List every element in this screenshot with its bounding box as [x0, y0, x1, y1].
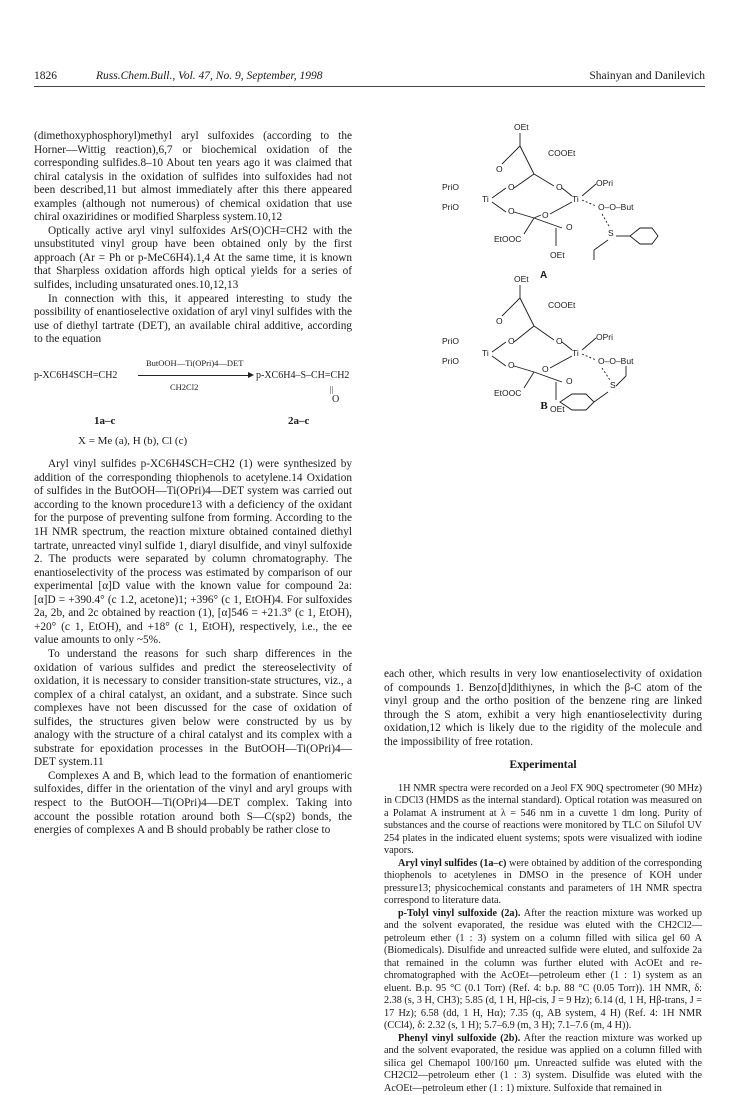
paragraph: Complexes A and B, which lead to the formation of enantiomeric sulfoxides, differ in the orientation of the vinyl and aryl groups with respect to the ButOOH—Ti(OPri)4—DET complex. Taking into account the possible rotation around both S—C(sp2) bonds, the energies of complexes A and B should probably be rather close to — [34, 769, 352, 837]
o-ring-a1: O — [508, 182, 515, 192]
paragraph — [384, 858, 702, 908]
carbonyl-o-a: O — [496, 164, 503, 174]
etooc-b: EtOOC — [494, 388, 522, 398]
paragraph: each other, which results in very low enantioselectivity of oxidation of compounds 1. Benzo[d]dithiynes, in which the β-C atom of the vinyl group and the ortho position of the benzene ring are linked through the S atom, exhibit a very high enantioselectivity during oxidation,12 which is likely due to the rigidity of the molecule and the impossibility of free rotation. — [384, 668, 702, 748]
paragraph-text: were obtained by addition of the corresponding thiophenols to acetylenes in DMSO in the presence of KOH under pressure13; physicochemical constants and parameters of 1H NMR spectra correspond to literature data. — [384, 857, 702, 907]
opri-b: OPri — [596, 332, 613, 342]
double-bond-mark: || — [330, 384, 334, 394]
page-number: 1826 — [34, 70, 57, 82]
o-ring-a3: O — [556, 182, 563, 192]
pri-o-dots-b: PriO — [442, 336, 459, 346]
substituent-legend: X = Me (a), H (b), Cl (c) — [78, 434, 188, 447]
complex-b — [442, 274, 634, 414]
paragraph-text: After the reaction mixture was worked up and the solvent evaporated, the residue was applied on a column filled with silica gel Chemapol 100/160 μm. Unreacted sulfide was eluted with the CH2Cl2—petroleum ether (1 : 3) system. Disulfide was eluted with the AcOEt—petroleum ether (1 : 1) mixture. Sulfoxide that remained in — [384, 1032, 702, 1094]
cooet-a: COOEt — [548, 148, 576, 158]
run-in-heading: Aryl vinyl sulfides (1a–c) — [398, 857, 507, 869]
complex-a — [442, 122, 658, 281]
o-ring-b1: O — [508, 336, 515, 346]
right-column — [384, 668, 702, 1095]
carbonyl-o-b2: O — [566, 376, 573, 386]
reagent-label: ButOOH—Ti(OPri)4—DET — [146, 357, 244, 368]
paragraph: Aryl vinyl sulfides p-XC6H4SCH=CH2 (1) were synthesized by addition of the corresponding thiophenols to acetylene.14 Oxidation of sulfides in the ButOOH—Ti(OPri)4—DET system was carried out according to the known procedure13 with a deficiency of the oxidant for the purpose of preventing sulfone from forming. According to the 1H NMR spectrum, the reaction mixture obtained contained diethyl tartrate, unreacted vinyl sulfide 1, diaryl disulfide, and vinyl sulfoxide 2. The products were separated by column chromatography. The enantioselectivity of the process was estimated by comparison of our experimental [α]D value with the known value for compound 2a: [α]D = +390.4° (c 1.2, acetone)1; +396° (c 1, EtOH)4. For sulfoxides 2a, 2b, and 2c obtained by reaction (1), [α]546 = +21.3° (c 1, EtOH), +20° (c 1, EtOH), and +18° (c 1, EtOH), respectively, i.e., the ee value amounts to only ~5%. — [34, 458, 352, 647]
solvent-label: CH2Cl2 — [170, 381, 199, 392]
experimental-section — [384, 783, 702, 1095]
ti-left-b: Ti — [482, 348, 489, 358]
pri-o-b: PriO — [442, 356, 459, 366]
cooet-b: COOEt — [548, 300, 576, 310]
pri-o-a: PriO — [442, 202, 459, 212]
product-label: 2a–c — [288, 414, 310, 427]
sulfoxide-oxygen: O — [332, 393, 340, 405]
reactant-label: 1a–c — [94, 414, 116, 427]
complex-a-diagram — [384, 118, 704, 414]
oet-bottom-b: OEt — [550, 404, 565, 414]
oet-bottom-a: OEt — [550, 250, 565, 260]
paragraph-text: After the reaction mixture was worked up and the solvent evaporated, the residue was eluted with the CH2Cl2—petroleum ether (1 : 3) system on a column filled with silica gel 60 A (Biomedicals). Disulfide and unreacted sulfide were eluted, and sulfoxide 2a that remained in the column was further eluted with AcOEt and re-chromatographed with the AcOEt—petroleum ether (1 : 1) system as an eluent. B.p. 95 °C (0.1 Torr) (Ref. 4: b.p. 88 °C (0.05 Torr)). 1H NMR, δ: 2.38 (s, 3 H, CH3); 5.85 (d, 1 H, Hβ-cis, J = 9 Hz); 6.14 (d, 1 H, Hβ-trans, J = 17 Hz); 6.58 (dd, 1 H, Hα); 7.35 (q, AB system, 4 H) (Ref. 4: 1H NMR (CCl4), δ: 2.32 (s, 1 H); 5.7–6.9 (m, 3 H); 7.1–7.6 (m, 4 H)). — [384, 907, 702, 1032]
carbonyl-o-b: O — [496, 316, 503, 326]
etooc-a: EtOOC — [494, 234, 522, 244]
run-in-heading: p-Tolyl vinyl sulfoxide (2a). — [398, 907, 521, 919]
ti-right-a: Ti — [572, 194, 579, 204]
s-atom-a: S — [608, 228, 614, 238]
o-ring-a4: O — [542, 210, 549, 220]
complex-b-caption: B — [540, 400, 548, 412]
complex-structures — [384, 118, 704, 412]
run-in-heading: Phenyl vinyl sulfoxide (2b). — [398, 1032, 521, 1044]
oet-top-a: OEt — [514, 122, 529, 132]
pri-o-dots-a: PriO — [442, 182, 459, 192]
paragraph: Optically active aryl vinyl sulfoxides ArS(O)CH=CH2 with the unsubstituted vinyl group have been obtained only by the first approach (Ar = Ph or p-MeC6H4).1,4 At the same time, it is known that Sharpless oxidation affords high optical yields for a series of sulfides, including unsaturated ones.10,12,13 — [34, 224, 352, 292]
running-authors: Shainyan and Danilevich — [589, 70, 705, 82]
compound-labels — [34, 415, 352, 433]
section-title: Experimental — [509, 759, 577, 772]
oob-a: O–O–But — [598, 202, 634, 212]
paragraph — [384, 908, 702, 1033]
product-formula: p-XC6H4–S–CH=CH2 — [256, 369, 350, 381]
s-atom-b: S — [610, 380, 616, 390]
paragraph: In connection with this, it appeared interesting to study the possibility of enantioselective oxidation of aryl vinyl sulfides with the use of diethyl tartrate (DET), an available chiral additive, according to the equation — [34, 292, 352, 346]
paragraph: (dimethoxyphosphoryl)methyl aryl sulfoxides (according to the Horner—Wittig reaction),6,7 or biochemical oxidation of the corresponding sulfides.8–10 About ten years ago it was claimed that chiral catalysis in the oxidation of sulfides into sulfoxides had not been described,11 but almost immediately after this there appeared examples (although not numerous) of chemical oxidation that use chiral oxaziridines or modified Sharpless system.10,12 — [34, 130, 352, 224]
arrowhead-icon — [248, 372, 254, 378]
o-ring-b2: O — [508, 360, 515, 370]
o-ring-a2: O — [508, 206, 515, 216]
opri-a: OPri — [596, 178, 613, 188]
paragraph: To understand the reasons for such sharp differences in the oxidation of various sulfides and predict the stereoselectivity of oxidation, it is necessary to consider transition-state structures, viz., a complex of a chiral catalyst, an oxidant, and a substrate. Since such complexes have not been discussed for the case of oxidation of sulfides, the structures given below were constructed by us by analogy with the structure of a chiral catalyst and its complex with a substrate for epoxidation processes in the ButOOH—Ti(OPri)4—DET system.11 — [34, 647, 352, 769]
reactant-formula: p-XC6H4SCH=CH2 — [34, 369, 118, 381]
oob-b: O–O–But — [598, 356, 634, 366]
paragraph: 1H NMR spectra were recorded on a Jeol FX 90Q spectrometer (90 MHz) in CDCl3 (HMDS as the internal standard). Optical rotation was measured on a Polamat A instrument at λ = 546 nm in a cuvette 1 dm long. Purity of substances and the course of reactions were monitored by TLC on Silufol UV 254 plates in the indicated eluent systems; spots were visualized with iodine vapors. — [384, 782, 702, 857]
ti-left-a: Ti — [482, 194, 489, 204]
running-header — [34, 70, 705, 87]
oet-top-b: OEt — [514, 274, 529, 284]
left-column — [34, 130, 352, 838]
reaction-equation — [34, 357, 352, 409]
complex-a-label: A — [540, 270, 548, 281]
o-ring-b3: O — [556, 336, 563, 346]
reaction-arrow — [138, 375, 252, 376]
ti-right-b: Ti — [572, 348, 579, 358]
journal-citation: Russ.Chem.Bull., Vol. 47, No. 9, September, 1998 — [96, 70, 323, 82]
carbonyl-o-a2: O — [566, 222, 573, 232]
o-ring-b4: O — [542, 364, 549, 374]
paragraph — [384, 1033, 702, 1095]
